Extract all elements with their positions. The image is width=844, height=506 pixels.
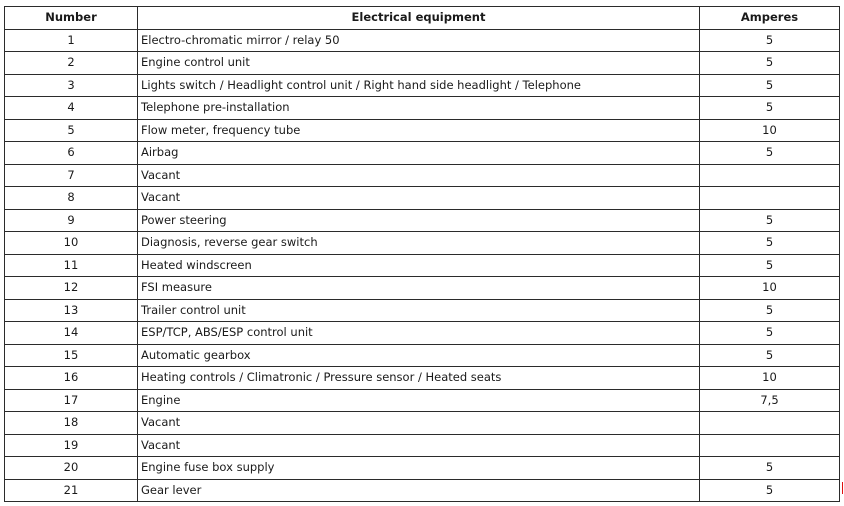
cell-equipment: Electro-chromatic mirror / relay 50 [138, 29, 700, 52]
cell-amperes: 5 [700, 322, 840, 345]
cell-number: 18 [5, 412, 138, 435]
cell-equipment: Gear lever [138, 479, 700, 502]
cell-equipment: Diagnosis, reverse gear switch [138, 232, 700, 255]
cell-equipment: ESP/TCP, ABS/ESP control unit [138, 322, 700, 345]
table-row [5, 232, 840, 255]
table-row [5, 209, 840, 232]
table-row [5, 52, 840, 75]
cell-equipment: Heated windscreen [138, 254, 700, 277]
cell-number: 16 [5, 367, 138, 390]
cell-number: 6 [5, 142, 138, 165]
table-row [5, 434, 840, 457]
cell-equipment: Engine fuse box supply [138, 457, 700, 480]
header-equipment: Electrical equipment [138, 7, 700, 30]
red-edge-mark [842, 482, 843, 494]
header-number: Number [5, 7, 138, 30]
cell-amperes: 5 [700, 97, 840, 120]
cell-equipment: Telephone pre-installation [138, 97, 700, 120]
cell-number: 5 [5, 119, 138, 142]
cell-equipment: Engine control unit [138, 52, 700, 75]
table-row [5, 277, 840, 300]
cell-amperes [700, 187, 840, 210]
cell-equipment: Vacant [138, 412, 700, 435]
cell-amperes: 5 [700, 254, 840, 277]
cell-number: 15 [5, 344, 138, 367]
cell-equipment: Engine [138, 389, 700, 412]
cell-amperes: 5 [700, 479, 840, 502]
cell-amperes: 10 [700, 367, 840, 390]
cell-amperes: 5 [700, 232, 840, 255]
table-row [5, 119, 840, 142]
cell-equipment: FSI measure [138, 277, 700, 300]
cell-equipment: Airbag [138, 142, 700, 165]
table-row [5, 389, 840, 412]
cell-amperes: 10 [700, 277, 840, 300]
table-body [5, 29, 840, 502]
cell-equipment: Automatic gearbox [138, 344, 700, 367]
table-row [5, 479, 840, 502]
cell-amperes [700, 434, 840, 457]
cell-number: 9 [5, 209, 138, 232]
table-row [5, 457, 840, 480]
header-amperes: Amperes [700, 7, 840, 30]
cell-equipment: Trailer control unit [138, 299, 700, 322]
table-row [5, 367, 840, 390]
cell-amperes: 5 [700, 344, 840, 367]
cell-amperes: 5 [700, 142, 840, 165]
cell-amperes: 5 [700, 299, 840, 322]
cell-amperes [700, 412, 840, 435]
table-row [5, 322, 840, 345]
cell-amperes: 5 [700, 209, 840, 232]
table-row [5, 29, 840, 52]
cell-number: 20 [5, 457, 138, 480]
table-row [5, 164, 840, 187]
table-row [5, 142, 840, 165]
table-header [5, 7, 840, 30]
cell-number: 11 [5, 254, 138, 277]
table-row [5, 74, 840, 97]
cell-amperes [700, 164, 840, 187]
cell-amperes: 5 [700, 29, 840, 52]
cell-number: 2 [5, 52, 138, 75]
cell-equipment: Vacant [138, 164, 700, 187]
cell-number: 4 [5, 97, 138, 120]
cell-number: 13 [5, 299, 138, 322]
cell-equipment: Power steering [138, 209, 700, 232]
cell-number: 7 [5, 164, 138, 187]
cell-number: 1 [5, 29, 138, 52]
cell-equipment: Flow meter, frequency tube [138, 119, 700, 142]
cell-number: 10 [5, 232, 138, 255]
cell-number: 3 [5, 74, 138, 97]
cell-number: 21 [5, 479, 138, 502]
cell-number: 8 [5, 187, 138, 210]
cell-equipment: Vacant [138, 434, 700, 457]
table-row [5, 412, 840, 435]
table-row [5, 254, 840, 277]
cell-amperes: 7,5 [700, 389, 840, 412]
cell-equipment: Heating controls / Climatronic / Pressure sensor / Heated seats [138, 367, 700, 390]
cell-amperes: 5 [700, 457, 840, 480]
table-row [5, 97, 840, 120]
cell-number: 12 [5, 277, 138, 300]
table-row [5, 299, 840, 322]
table-row [5, 187, 840, 210]
cell-amperes: 5 [700, 74, 840, 97]
cell-number: 17 [5, 389, 138, 412]
cell-amperes: 10 [700, 119, 840, 142]
cell-number: 14 [5, 322, 138, 345]
cell-equipment: Vacant [138, 187, 700, 210]
header-row [5, 7, 840, 30]
fuse-table [4, 6, 840, 502]
cell-amperes: 5 [700, 52, 840, 75]
cell-number: 19 [5, 434, 138, 457]
cell-equipment: Lights switch / Headlight control unit / Right hand side headlight / Telephone [138, 74, 700, 97]
table-row [5, 344, 840, 367]
